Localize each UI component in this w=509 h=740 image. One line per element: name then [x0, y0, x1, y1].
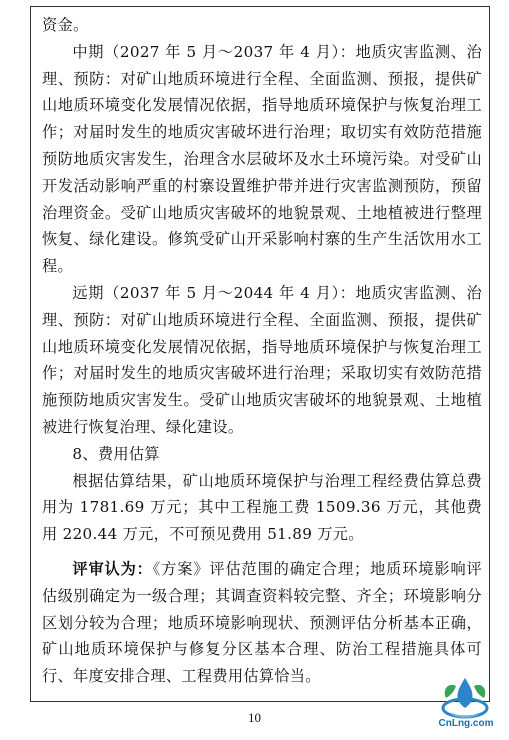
watermark-text: CnLng.com [438, 718, 494, 729]
paragraph-mid-term: 中期（2027 年 5 月～2037 年 4 月）：地质灾害监测、治理、预防：对矿山地质环境进行全程、全面监测、预报，提供矿山地质环境变化发展情况依据，指导地质环境保护与恢复治理工作；对届时发生的地质灾害破坏进行治理；取切实有效防范措施预防地质灾害发生，治理含水层破坏及水土环境污染。对受矿山开发活动影响严重的村寨设置维护带并进行灾害监测预防，预留治理资金。受矿山地质灾害破坏的地貌景观、土地植被进行整理恢复、绿化建设。修筑受矿山开采影响村寨的生产生活饮用水工程。 [42, 42, 482, 276]
section-heading-cost: 8、费用估算 [72, 444, 160, 463]
review-text: 《方案》评估范围的确定合理；地质环境影响评估级别确定为一级合理；其调查资料较完整、齐全；环境影响分区划分较为合理；地质环境影响现状、预测评估分析基本正确，矿山地质环境保护与修复分区基本合理、防治工程措施具体可行、年度安排合理、工程费用估算恰当。 [42, 559, 482, 686]
paragraph-review [42, 556, 482, 690]
paragraph-long-term: 远期（2037 年 5 月～2044 年 4 月）：地质灾害监测、治理、预防：对矿山地质环境进行全程、全面监测、预报，提供矿山地质环境变化发展情况依据，指导地质环境保护与恢复治理工作；对届时发生的地质灾害破坏进行治理；采取切实有效防范措施预防地质灾害发生。受矿山地质灾害破坏的地貌景观、土地植被进行恢复治理、绿化建设。 [42, 283, 482, 436]
paragraph-funds: 资金。 [42, 16, 89, 34]
paragraph-cost-estimate: 根据估算结果，矿山地质环境保护与治理工程经费估算总费用为 1781.69 万元；其中工程施工费 1509.36 万元，其他费用 220.44 万元，不可预见费用 51.89 万元。 [42, 471, 482, 544]
document-body [42, 12, 482, 690]
page-number: 10 [248, 710, 261, 725]
review-label: 评审认为： [72, 559, 153, 578]
